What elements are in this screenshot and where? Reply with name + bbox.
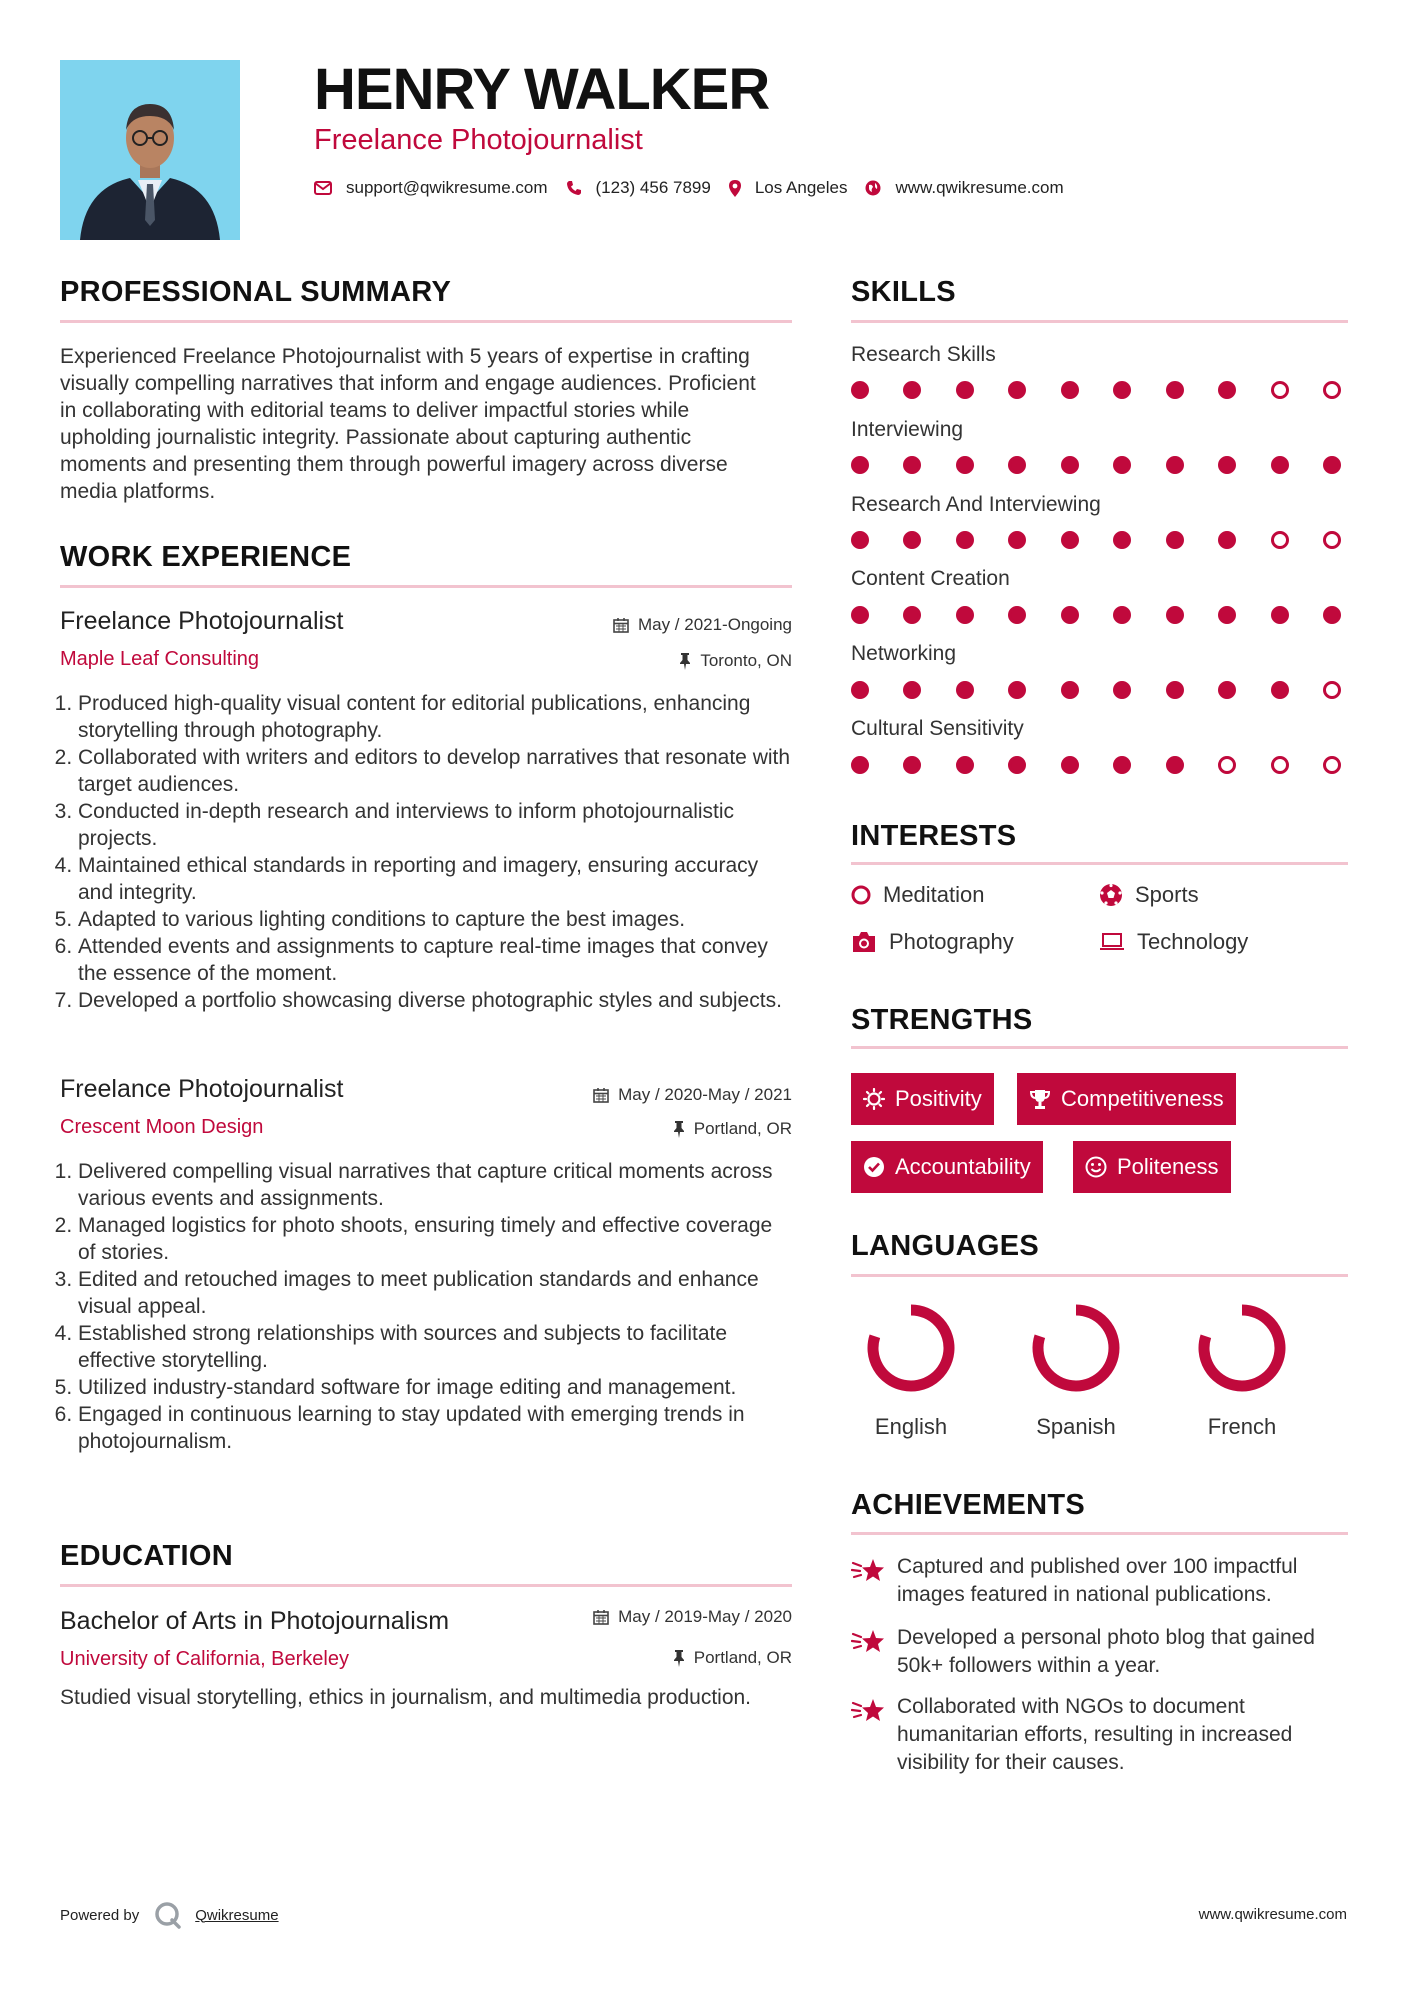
- skill-dot-filled: [1166, 531, 1184, 549]
- list-item: 5. Utilized industry-standard software for image editing and management.: [78, 1374, 795, 1401]
- skill-dot-filled: [903, 456, 921, 474]
- skill-dot-filled: [851, 381, 869, 399]
- interests-heading: INTERESTS: [851, 820, 1017, 852]
- skill-dot-filled: [1218, 531, 1236, 549]
- skill-dot-filled: [1113, 456, 1131, 474]
- list-item: 5. Adapted to various lighting conditions to capture the best images.: [78, 906, 795, 933]
- map-pin-icon: [729, 180, 741, 197]
- skill-rating-4: [851, 681, 1341, 699]
- skill-dot-filled: [1323, 606, 1341, 624]
- languages-divider: [851, 1274, 1348, 1277]
- job-2-location: [492, 1119, 792, 1139]
- candidate-name: HENRY WALKER: [314, 57, 770, 122]
- job-1-date: [492, 615, 792, 635]
- education-heading: EDUCATION: [60, 1540, 233, 1572]
- list-item: 1. Produced high-quality visual content for editorial publications, enhancing storytelling through photography.: [78, 690, 795, 744]
- skill-name: Interviewing: [851, 418, 964, 441]
- skill-dot-filled: [1166, 456, 1184, 474]
- strength-label: Politeness: [1117, 1154, 1219, 1179]
- strengths-divider: [851, 1046, 1348, 1049]
- skill-dot-filled: [1166, 756, 1184, 774]
- trophy-icon: [1029, 1088, 1051, 1110]
- skill-dot-empty: [1271, 756, 1289, 774]
- skill-dot-filled: [956, 381, 974, 399]
- experience-heading: WORK EXPERIENCE: [60, 541, 352, 573]
- interest-label: Meditation: [883, 882, 985, 907]
- location-text: Los Angeles: [754, 178, 848, 197]
- list-item: 6. Attended events and assignments to capture real-time images that convey the essence of the moment.: [78, 933, 795, 987]
- shooting-star-icon: [851, 1697, 885, 1723]
- contact-bar: [314, 178, 1082, 198]
- envelope-icon: [314, 181, 332, 195]
- skill-dot-filled: [1218, 681, 1236, 699]
- skill-dot-empty: [1323, 756, 1341, 774]
- calendar-icon: [593, 1087, 609, 1103]
- interest-technology: [1099, 929, 1248, 955]
- interest-label: Photography: [889, 929, 1014, 954]
- powered-by-text: Powered by: [60, 1906, 140, 1924]
- calendar-icon: [613, 617, 629, 633]
- achievements-divider: [851, 1532, 1348, 1535]
- strength-label: Accountability: [895, 1154, 1031, 1179]
- check-circle-icon: [863, 1156, 885, 1178]
- skill-dot-filled: [1271, 681, 1289, 699]
- profile-photo: [60, 60, 240, 240]
- skill-dot-empty: [1271, 381, 1289, 399]
- interests-divider: [851, 862, 1348, 865]
- soccer-ball-icon: [1099, 883, 1123, 907]
- qwikresume-link[interactable]: Qwikresume: [195, 1906, 279, 1924]
- skill-dot-filled: [1218, 456, 1236, 474]
- interest-label: Sports: [1135, 882, 1199, 907]
- skill-dot-filled: [1113, 531, 1131, 549]
- sun-icon: [863, 1088, 885, 1110]
- shooting-star-icon: [851, 1628, 885, 1654]
- list-item: 3. Conducted in-depth research and interviews to inform photojournalistic projects.: [78, 798, 795, 852]
- list-item: 3. Edited and retouched images to meet publication standards and enhance visual appeal.: [78, 1266, 795, 1320]
- list-item: 7. Developed a portfolio showcasing diverse photographic styles and subjects.: [78, 987, 795, 1014]
- shooting-star-icon: [851, 1557, 885, 1583]
- skill-dot-filled: [851, 756, 869, 774]
- skill-dot-filled: [1061, 756, 1079, 774]
- job-2-location-text: Portland, OR: [693, 1119, 792, 1138]
- language-gauge-french: [1182, 1298, 1302, 1398]
- skill-dot-empty: [1271, 531, 1289, 549]
- skill-dot-filled: [1008, 456, 1026, 474]
- thumbtack-icon: [673, 1650, 685, 1667]
- skill-dot-filled: [1008, 531, 1026, 549]
- contact-location: [729, 178, 848, 198]
- strength-badge-politeness: [1073, 1141, 1231, 1193]
- language-label: French: [1207, 1414, 1277, 1439]
- strength-label: Competitiveness: [1061, 1086, 1224, 1111]
- skill-dot-filled: [1271, 606, 1289, 624]
- job-1-company: Maple Leaf Consulting: [60, 648, 260, 670]
- summary-heading: PROFESSIONAL SUMMARY: [60, 276, 452, 308]
- achievement-item: [851, 1624, 1351, 1680]
- footer-powered-by: [60, 1900, 279, 1930]
- skill-dot-filled: [1008, 606, 1026, 624]
- skill-dot-filled: [1113, 681, 1131, 699]
- skill-dot-filled: [1061, 606, 1079, 624]
- strengths-heading: STRENGTHS: [851, 1004, 1033, 1036]
- education-date: [492, 1607, 792, 1627]
- education-description: Studied visual storytelling, ethics in journalism, and multimedia production.: [60, 1686, 752, 1709]
- skill-name: Cultural Sensitivity: [851, 717, 1024, 740]
- skill-rating-2: [851, 531, 1341, 549]
- skill-dot-filled: [1271, 456, 1289, 474]
- smile-icon: [1085, 1156, 1107, 1178]
- language-arc: [1204, 1310, 1280, 1386]
- skill-dot-filled: [1061, 531, 1079, 549]
- languages-heading: LANGUAGES: [851, 1230, 1039, 1262]
- education-date-text: May / 2019-May / 2020: [618, 1607, 792, 1626]
- skill-dot-filled: [1008, 681, 1026, 699]
- job-2-company: Crescent Moon Design: [60, 1116, 264, 1138]
- language-arc: [1038, 1310, 1114, 1386]
- skill-dot-filled: [1166, 681, 1184, 699]
- skill-dot-empty: [1323, 381, 1341, 399]
- contact-phone[interactable]: [566, 178, 711, 198]
- achievement-text: Collaborated with NGOs to document humanitarian efforts, resulting in increased visibility for their causes.: [897, 1695, 1293, 1774]
- education-degree: Bachelor of Arts in Photojournalism: [60, 1607, 450, 1635]
- skill-dot-filled: [1061, 456, 1079, 474]
- list-item: 4. Maintained ethical standards in reporting and imagery, ensuring accuracy and integrity.: [78, 852, 795, 906]
- education-school: University of California, Berkeley: [60, 1648, 349, 1670]
- calendar-icon: [593, 1609, 609, 1625]
- skill-rating-1: [851, 456, 1341, 474]
- interest-label: Technology: [1137, 929, 1249, 954]
- qwikresume-logo-icon: [153, 1900, 183, 1930]
- list-item: 4. Established strong relationships with sources and subjects to facilitate effective storytelling.: [78, 1320, 795, 1374]
- language-gauge-spanish: [1016, 1298, 1136, 1398]
- skills-divider: [851, 320, 1348, 323]
- skill-dot-filled: [903, 381, 921, 399]
- list-item: 6. Engaged in continuous learning to stay updated with emerging trends in photojournalism.: [78, 1401, 795, 1455]
- skill-rating-3: [851, 606, 1341, 624]
- job-1-location-text: Toronto, ON: [700, 651, 792, 670]
- skill-dot-filled: [1218, 606, 1236, 624]
- education-location-text: Portland, OR: [693, 1648, 792, 1667]
- skill-name: Research And Interviewing: [851, 493, 1101, 516]
- skill-name: Content Creation: [851, 567, 1010, 590]
- person-photo-icon: [60, 60, 240, 240]
- skill-dot-filled: [851, 681, 869, 699]
- job-1-duties: [60, 690, 795, 1014]
- experience-divider: [60, 585, 792, 588]
- skill-dot-filled: [903, 756, 921, 774]
- skill-dot-filled: [1061, 381, 1079, 399]
- skill-dot-filled: [1113, 381, 1131, 399]
- achievement-item: [851, 1693, 1351, 1777]
- language-label: Spanish: [1036, 1414, 1116, 1439]
- strength-badge-accountability: [851, 1141, 1043, 1193]
- job-2-duties: [60, 1158, 795, 1455]
- skill-dot-filled: [1218, 381, 1236, 399]
- skill-dot-filled: [903, 606, 921, 624]
- circle-icon: [851, 885, 871, 905]
- achievements-heading: ACHIEVEMENTS: [851, 1489, 1086, 1521]
- skill-dot-filled: [851, 456, 869, 474]
- email-text: support@qwikresume.com: [346, 178, 548, 197]
- skill-dot-filled: [1008, 756, 1026, 774]
- candidate-title: Freelance Photojournalist: [314, 124, 643, 156]
- skill-dot-filled: [1113, 606, 1131, 624]
- skill-dot-filled: [956, 606, 974, 624]
- skill-dot-filled: [1166, 606, 1184, 624]
- job-1-location: [492, 651, 792, 671]
- strength-label: Positivity: [895, 1086, 982, 1111]
- globe-icon: [865, 180, 881, 196]
- skill-dot-filled: [956, 681, 974, 699]
- contact-email[interactable]: [314, 178, 548, 198]
- camera-icon: [851, 931, 877, 953]
- skill-name: Networking: [851, 642, 957, 665]
- interest-sports: [1099, 882, 1199, 908]
- language-arc: [873, 1310, 949, 1386]
- skill-rating-0: [851, 381, 1341, 399]
- skill-dot-filled: [903, 531, 921, 549]
- education-divider: [60, 1584, 792, 1587]
- skill-rating-5: [851, 756, 1341, 774]
- skill-dot-filled: [1113, 756, 1131, 774]
- summary-divider: [60, 320, 792, 323]
- language-gauge-english: [851, 1298, 971, 1398]
- skill-dot-filled: [851, 606, 869, 624]
- skills-heading: SKILLS: [851, 276, 956, 308]
- skill-dot-empty: [1323, 681, 1341, 699]
- skill-dot-filled: [1166, 381, 1184, 399]
- skill-dot-filled: [1323, 456, 1341, 474]
- interest-meditation: [851, 882, 985, 908]
- summary-text: Experienced Freelance Photojournalist with 5 years of expertise in crafting visually compelling narratives that inform and engage audiences. Proficient in collaborating with editorial teams to deliver impactful stories while upholding journalistic integrity. Passionate about capturing authentic moments and presenting them through powerful imagery across diverse media platforms.: [60, 345, 756, 503]
- footer-website[interactable]: www.qwikresume.com: [1198, 1906, 1347, 1923]
- language-label: English: [874, 1414, 948, 1439]
- interest-photography: [851, 929, 1014, 955]
- phone-text: (123) 456 7899: [595, 178, 711, 197]
- job-2-date-text: May / 2020-May / 2021: [618, 1085, 792, 1104]
- skill-dot-filled: [956, 531, 974, 549]
- skill-dot-filled: [1008, 381, 1026, 399]
- laptop-icon: [1099, 932, 1125, 952]
- strength-badge-competitiveness: [1017, 1073, 1236, 1125]
- job-1-date-text: May / 2021-Ongoing: [637, 615, 792, 634]
- skill-dot-empty: [1323, 531, 1341, 549]
- job-1-title: Freelance Photojournalist: [60, 607, 344, 635]
- phone-icon: [566, 180, 582, 196]
- thumbtack-icon: [679, 653, 691, 670]
- website-text: www.qwikresume.com: [895, 178, 1064, 197]
- skill-dot-filled: [903, 681, 921, 699]
- skill-dot-filled: [851, 531, 869, 549]
- list-item: 1. Delivered compelling visual narratives that capture critical moments across various events and assignments.: [78, 1158, 795, 1212]
- skill-dot-empty: [1218, 756, 1236, 774]
- skill-dot-filled: [1061, 681, 1079, 699]
- achievement-text: Captured and published over 100 impactful images featured in national publications.: [897, 1555, 1298, 1606]
- strength-badge-positivity: [851, 1073, 994, 1125]
- thumbtack-icon: [673, 1121, 685, 1138]
- skill-dot-filled: [956, 456, 974, 474]
- job-2-title: Freelance Photojournalist: [60, 1075, 344, 1103]
- achievement-item: [851, 1553, 1351, 1609]
- achievement-text: Developed a personal photo blog that gained 50k+ followers within a year.: [897, 1626, 1315, 1677]
- list-item: 2. Collaborated with writers and editors to develop narratives that resonate with target audiences.: [78, 744, 795, 798]
- list-item: 2. Managed logistics for photo shoots, ensuring timely and effective coverage of stories.: [78, 1212, 795, 1266]
- job-2-date: [492, 1085, 792, 1105]
- skill-name: Research Skills: [851, 343, 996, 366]
- education-location: [492, 1648, 792, 1668]
- skill-dot-filled: [956, 756, 974, 774]
- contact-website[interactable]: [865, 178, 1063, 198]
